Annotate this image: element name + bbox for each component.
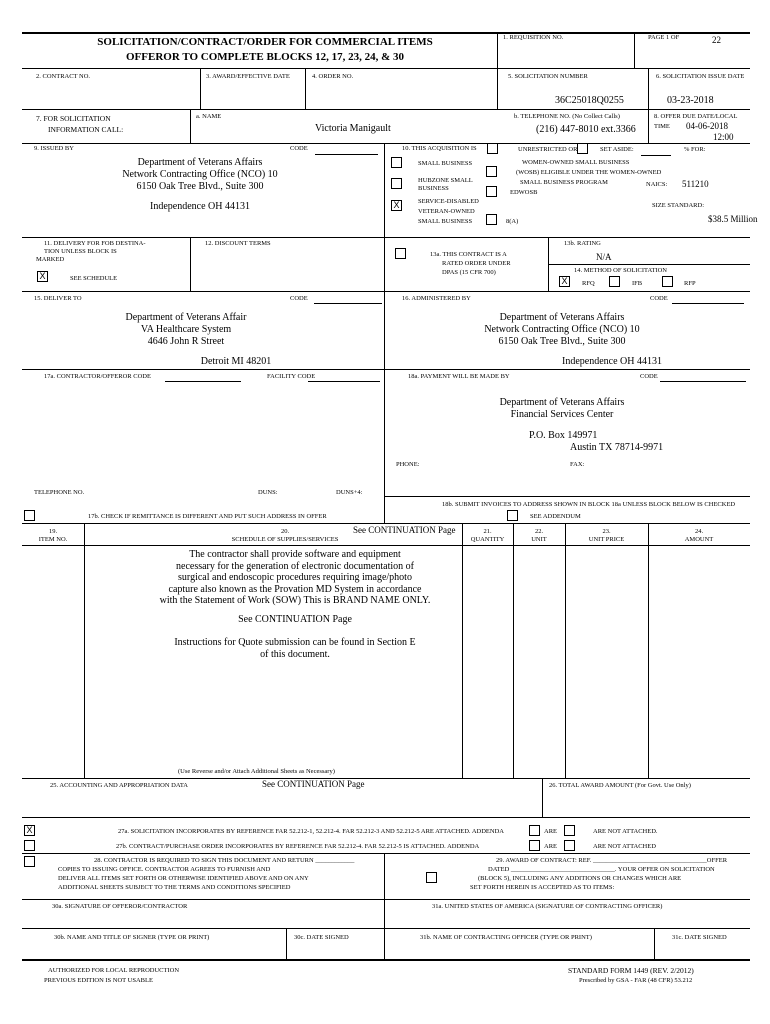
- payment-address-2: Financial Services Center: [510, 409, 614, 420]
- rated-order-label: 13a. THIS CONTRACT IS A: [430, 251, 507, 258]
- footer-prev: PREVIOUS EDITION IS NOT USABLE: [44, 977, 153, 984]
- sdvosb-label: SERVICE-DISABLED: [418, 198, 479, 205]
- delivery-label-2: TION UNLESS BLOCK IS: [44, 248, 117, 255]
- administered-by-address-2: Network Contracting Office (NCO) 10: [484, 324, 640, 335]
- sig-30c-label: 30c. DATE SIGNED: [294, 934, 349, 941]
- far-27b-are-checkbox[interactable]: [529, 840, 540, 851]
- block28-checkbox[interactable]: [24, 856, 35, 867]
- wosb-label-2: (WOSB) ELIGIBLE UNDER THE WOMEN-OWNED: [516, 169, 662, 176]
- ifb-checkbox[interactable]: [609, 276, 620, 287]
- far-27a-text: 27a. SOLICITATION INCORPORATES BY REFERENCE FAR 52.212-1, 52.212-4. FAR 52.212-3 AND 52.212-5 ARE ATTACHED. ADDENDA: [118, 828, 504, 835]
- edwosb-label: EDWOSB: [510, 189, 538, 196]
- sdvosb-label-2: VETERAN-OWNED: [418, 208, 475, 215]
- far-27a-are-checkbox[interactable]: [529, 825, 540, 836]
- far-27a-are-not-checkbox[interactable]: [564, 825, 575, 836]
- col-item-no: 19. ITEM NO.: [38, 528, 68, 543]
- solicitation-no-label: 5. SOLICITATION NUMBER: [508, 73, 588, 80]
- order-no-label: 4. ORDER NO.: [312, 73, 354, 80]
- remittance-checkbox[interactable]: [24, 510, 35, 521]
- eight-a-label: 8(A): [506, 218, 519, 225]
- naics-label: NAICS:: [646, 181, 668, 188]
- solicitation-no: 36C25018Q0255: [555, 95, 624, 106]
- due-date: 04-06-2018: [686, 121, 728, 131]
- contact-phone: (216) 447-8010 ext.3366: [536, 124, 636, 135]
- schedule-footnote: (Use Reverse and/or Attach Additional Sheets as Necessary): [178, 768, 335, 775]
- unrestricted-checkbox[interactable]: [487, 143, 498, 154]
- col-schedule: 20. SCHEDULE OF SUPPLIES/SERVICES: [231, 528, 339, 543]
- administered-by-label: 16. ADMINISTERED BY: [402, 295, 471, 302]
- col-quantity: 21. QUANTITY: [470, 528, 505, 543]
- rfp-label: RFP: [684, 280, 696, 287]
- rfp-checkbox[interactable]: [662, 276, 673, 287]
- accounting-label: 25. ACCOUNTING AND APPROPRIATION DATA: [50, 782, 188, 789]
- hubzone-label-2: BUSINESS: [418, 185, 449, 192]
- total-award-label: 26. TOTAL AWARD AMOUNT (For Govt. Use Only): [549, 782, 691, 789]
- block29-line4: SET FORTH HEREIN IS ACCEPTED AS TO ITEMS:: [470, 884, 615, 891]
- name-label: a. NAME: [196, 113, 222, 120]
- duns4-label: DUNS+4:: [336, 489, 363, 496]
- set-aside-checkbox[interactable]: [577, 143, 588, 154]
- deliver-to-address-2: VA Healthcare System: [140, 324, 232, 335]
- deliver-to-address-3: 4646 John R Street: [147, 336, 225, 347]
- issued-by-code-label: CODE: [290, 145, 308, 152]
- schedule-see-continuation: See CONTINUATION Page: [238, 614, 352, 625]
- col-unit-price: 23. UNIT PRICE: [588, 528, 625, 543]
- issued-by-address: Department of Veterans Affairs: [137, 157, 263, 168]
- block28-line3: DELIVER ALL ITEMS SET FORTH OR OTHERWISE IDENTIFIED ABOVE AND ON ANY: [58, 875, 309, 882]
- far-27b-text: 27b. CONTRACT/PURCHASE ORDER INCORPORATES BY REFERENCE FAR 52.212-4. FAR 52.212-5 IS ATTACHED. ADDENDA: [116, 843, 480, 850]
- form-title: SOLICITATION/CONTRACT/ORDER FOR COMMERCIAL ITEMS: [97, 36, 433, 48]
- due-date-label: 8. OFFER DUE DATE/LOCAL: [654, 113, 738, 120]
- rated-order-label-2: RATED ORDER UNDER: [442, 260, 511, 267]
- schedule-description: The contractor shall provide software and equipment necessary for the generation of electronic documentation of surgical and endoscopic procedures requiring image/photo capture also known as the Provation MD System in accordance with the Statement of Work (SOW) This is BRAND NAME ONLY.: [159, 549, 431, 606]
- hubzone-label: HUBZONE SMALL: [418, 177, 473, 184]
- see-schedule-label: SEE SCHEDULE: [70, 275, 118, 282]
- col-unit: 22. UNIT: [531, 528, 547, 543]
- sig-30a-label: 30a. SIGNATURE OF OFFEROR/CONTRACTOR: [52, 903, 188, 910]
- administered-by-code-label: CODE: [650, 295, 668, 302]
- far-27a-are-not: ARE NOT ATTACHED.: [593, 828, 658, 835]
- discount-terms-label: 12. DISCOUNT TERMS: [205, 240, 271, 247]
- far-27a-are: ARE: [544, 828, 557, 835]
- deliver-to-address: Department of Veterans Affair: [125, 312, 247, 323]
- block28-line4: ADDITIONAL SHEETS SUBJECT TO THE TERMS AND CONDITIONS SPECIFIED: [58, 884, 291, 891]
- duns-label: DUNS:: [258, 489, 278, 496]
- small-business-checkbox[interactable]: [391, 157, 402, 168]
- contact-name: Victoria Manigault: [315, 123, 391, 134]
- pct-for-label: % FOR:: [684, 146, 706, 153]
- sig-31a-label: 31a. UNITED STATES OF AMERICA (SIGNATURE OF CONTRACTING OFFICER): [432, 903, 663, 910]
- small-business-label: SMALL BUSINESS: [418, 160, 473, 167]
- administered-by-address-3: 6150 Oak Tree Blvd., Suite 300: [498, 336, 626, 347]
- administered-by-address-city: Independence OH 44131: [562, 356, 662, 367]
- telephone-label: TELEPHONE NO.: [34, 489, 85, 496]
- info-call-label: 7. FOR SOLICITATION: [36, 114, 111, 123]
- deliver-to-label: 15. DELIVER TO: [34, 295, 82, 302]
- see-addendum-checkbox[interactable]: [507, 510, 518, 521]
- far-27b-checkbox[interactable]: [24, 840, 35, 851]
- sig-30b-label: 30b. NAME AND TITLE OF SIGNER (TYPE OR PRINT): [54, 934, 210, 941]
- wosb-label-3: SMALL BUSINESS PROGRAM: [520, 179, 608, 186]
- rating-label: 13b. RATING: [564, 240, 601, 247]
- far-27b-are-not-checkbox[interactable]: [564, 840, 575, 851]
- submit-invoices-label: 18b. SUBMIT INVOICES TO ADDRESS SHOWN IN BLOCK 18a UNLESS BLOCK BELOW IS CHECKED: [442, 501, 736, 508]
- footer-form-number: STANDARD FORM 1449 (REV. 2/2012): [568, 966, 694, 975]
- rfq-label: RFQ: [582, 280, 595, 287]
- payment-address-4: Austin TX 78714-9971: [570, 442, 664, 453]
- form-subtitle: OFFEROR TO COMPLETE BLOCKS 12, 17, 23, 24, & 30: [126, 51, 404, 63]
- page-total: 22: [712, 35, 721, 45]
- issue-date: 03-23-2018: [667, 95, 714, 106]
- set-aside-label: SET ASIDE:: [600, 146, 634, 153]
- requisition-label: 1. REQUISITION NO.: [503, 34, 564, 41]
- size-standard: $38.5 Million: [708, 214, 758, 224]
- block29-line3: (BLOCK 5), INCLUDING ANY ADDITIONS OR CHANGES WHICH ARE: [478, 875, 682, 882]
- payment-label: 18a. PAYMENT WILL BE MADE BY: [408, 373, 510, 380]
- hubzone-checkbox[interactable]: [391, 178, 402, 189]
- sig-31c-label: 31c. DATE SIGNED: [672, 934, 727, 941]
- due-time-label: TIME: [654, 123, 670, 130]
- sdvosb-label-3: SMALL BUSINESS: [418, 218, 473, 225]
- issue-date-label: 6. SOLICITATION ISSUE DATE: [656, 73, 745, 80]
- see-addendum-label: SEE ADDENDUM: [530, 513, 581, 520]
- deliver-to-address-city: Detroit MI 48201: [200, 356, 272, 367]
- method-label: 14. METHOD OF SOLICITATION: [574, 267, 668, 274]
- remittance-label: 17b. CHECK IF REMITTANCE IS DIFFERENT AND PUT SUCH ADDRESS IN OFFER: [88, 513, 327, 520]
- payment-address-3: P.O. Box 149971: [529, 430, 598, 441]
- block29-checkbox[interactable]: [426, 872, 437, 883]
- info-call-label-2: INFORMATION CALL:: [48, 125, 124, 134]
- phone-label: b. TELEPHONE NO. (No Collect Calls): [514, 113, 620, 120]
- ifb-label: IFB: [632, 280, 643, 287]
- unrestricted-label: UNRESTRICTED OR: [518, 146, 578, 153]
- contract-no-label: 2. CONTRACT NO.: [36, 73, 91, 80]
- sig-31b-label: 31b. NAME OF CONTRACTING OFFICER (TYPE OR PRINT): [420, 934, 592, 941]
- block29-line2: DATED ________________________________. YOUR OFFER ON SOLICITATION: [488, 866, 715, 873]
- rated-order-checkbox[interactable]: [395, 248, 406, 259]
- issued-by-address-3: 6150 Oak Tree Blvd., Suite 300: [136, 181, 264, 192]
- phone-label-18a: PHONE:: [396, 461, 420, 468]
- schedule-instructions: Instructions for Quote submission can be found in Section E of this document.: [174, 637, 416, 660]
- contractor-label: 17a. CONTRACTOR/OFFEROR CODE: [44, 373, 151, 380]
- footer-auth: AUTHORIZED FOR LOCAL REPRODUCTION: [48, 967, 180, 974]
- payment-address: Department of Veterans Affairs: [499, 397, 625, 408]
- rfq-checkbox[interactable]: X: [559, 276, 570, 287]
- block29-line1: 29. AWARD OF CONTRACT: REF. ___________________________________OFFER: [496, 857, 728, 864]
- block28-line2: COPIES TO ISSUING OFFICE. CONTRACTOR AGREES TO FURNISH AND: [58, 866, 271, 873]
- naics-code: 511210: [682, 179, 709, 189]
- issued-by-address-city: Independence OH 44131: [150, 201, 250, 212]
- rated-order-label-3: DPAS (15 CFR 700): [442, 269, 496, 276]
- due-time: 12:00: [713, 132, 734, 142]
- delivery-label-3: MARKED: [36, 256, 65, 263]
- far-27b-are: ARE: [544, 843, 557, 850]
- wosb-checkbox[interactable]: [486, 166, 497, 177]
- deliver-to-code-label: CODE: [290, 295, 308, 302]
- block28-line1: 28. CONTRACTOR IS REQUIRED TO SIGN THIS DOCUMENT AND RETURN ____________: [94, 857, 355, 864]
- payment-code-label: CODE: [640, 373, 658, 380]
- delivery-label: 11. DELIVERY FOR FOB DESTINA-: [44, 240, 146, 247]
- award-date-label: 3. AWARD/EFFECTIVE DATE: [206, 73, 290, 80]
- accounting-value: See CONTINUATION Page: [262, 779, 365, 789]
- issued-by-label: 9. ISSUED BY: [34, 145, 74, 152]
- size-standard-label: SIZE STANDARD:: [652, 202, 705, 209]
- eight-a-checkbox[interactable]: [486, 214, 497, 225]
- edwosb-checkbox[interactable]: [486, 186, 497, 197]
- sdvosb-checkbox[interactable]: X: [391, 200, 402, 211]
- col-amount: 24. AMOUNT: [684, 528, 714, 543]
- page-label: PAGE 1 OF: [648, 34, 680, 41]
- administered-by-address: Department of Veterans Affairs: [499, 312, 625, 323]
- far-27b-are-not: ARE NOT ATTACHED: [593, 843, 656, 850]
- far-27a-checkbox[interactable]: X: [24, 825, 35, 836]
- rating-value: N/A: [596, 252, 612, 262]
- acquisition-label: 10. THIS ACQUISITION IS: [402, 145, 477, 152]
- footer-prescribed: Prescribed by GSA - FAR (48 CFR) 53.212: [579, 977, 693, 984]
- facility-code-label: FACILITY CODE: [267, 373, 316, 380]
- fax-label-18a: FAX:: [570, 461, 585, 468]
- wosb-label: WOMEN-OWNED SMALL BUSINESS: [522, 159, 630, 166]
- issued-by-address-2: Network Contracting Office (NCO) 10: [122, 169, 278, 180]
- see-schedule-checkbox[interactable]: X: [37, 271, 48, 282]
- col-schedule-see-continuation: See CONTINUATION Page: [353, 525, 456, 535]
